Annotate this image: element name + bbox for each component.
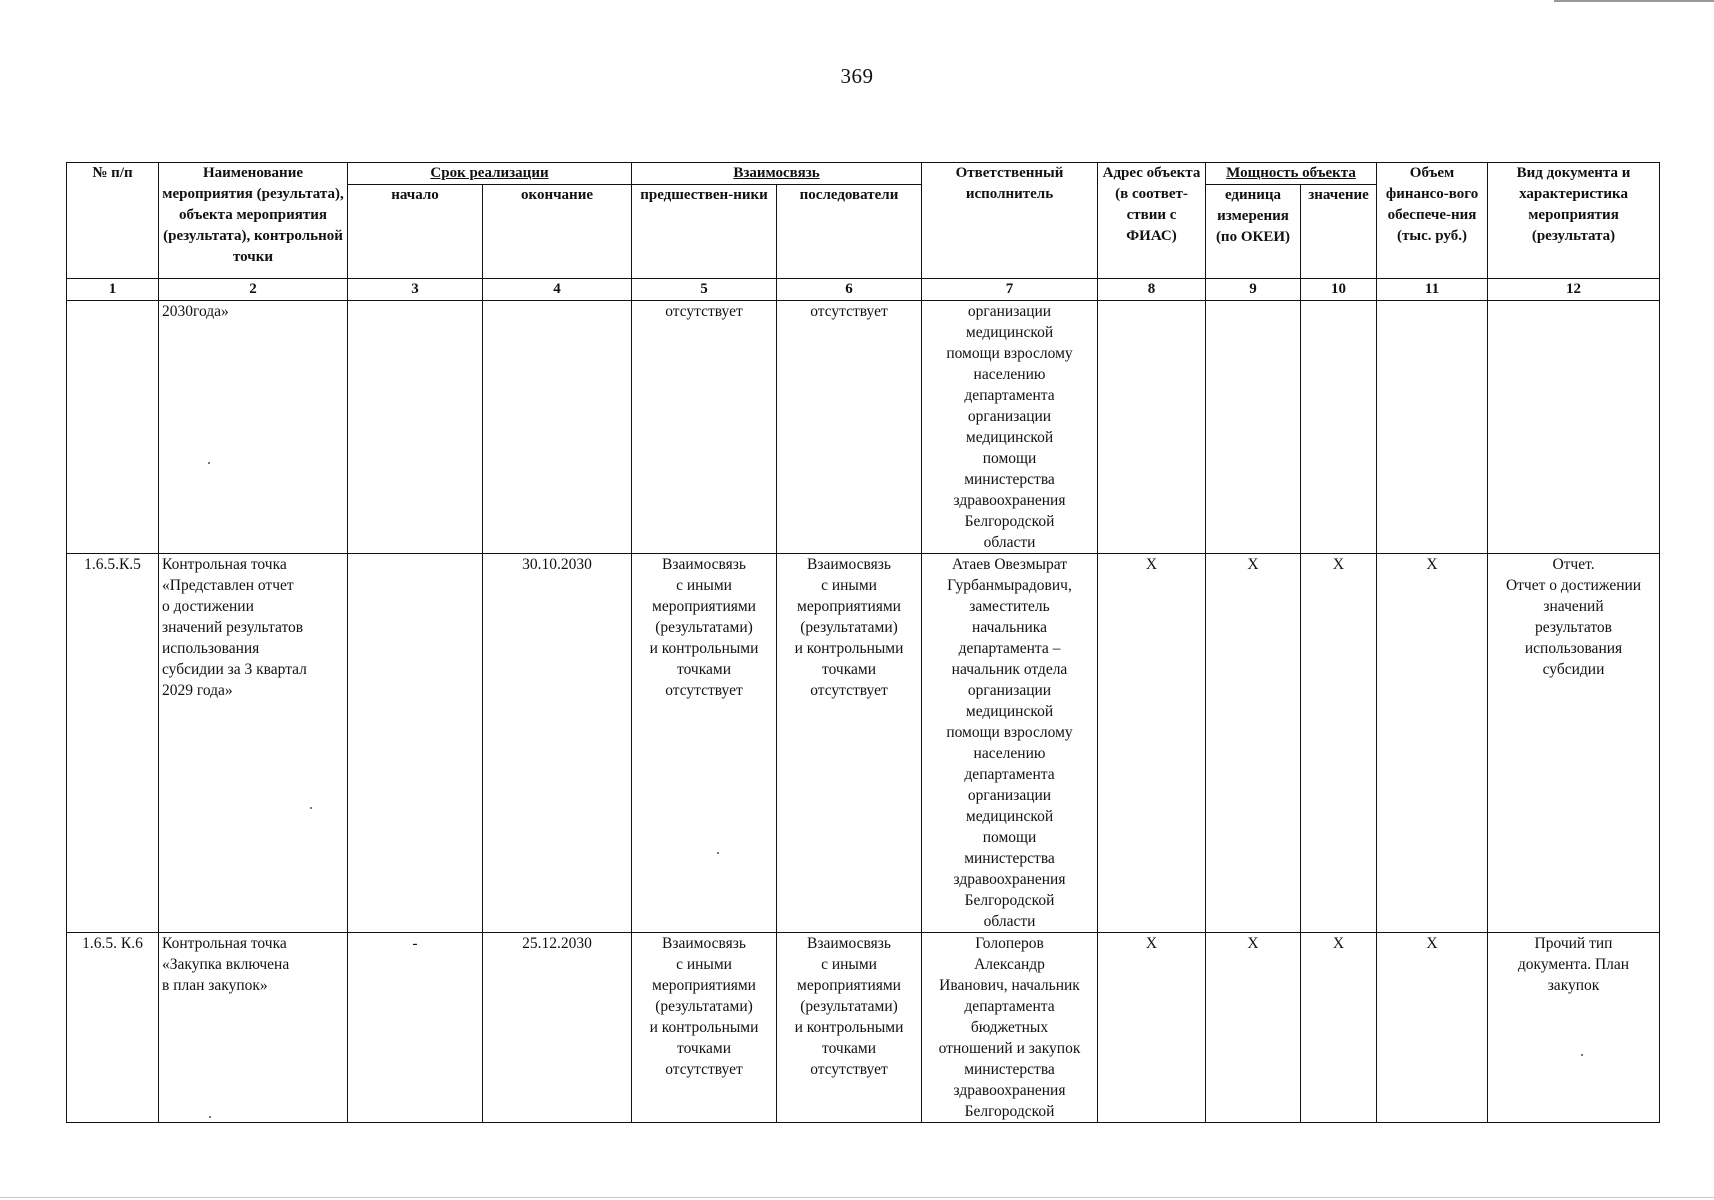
table-row <box>67 554 1660 933</box>
cell-successors: Взаимосвязь с иными мероприятиями (результатами) и контрольными точками отсутствует <box>777 554 922 933</box>
scan-edge-line-top <box>1554 0 1714 2</box>
header-link-next-label: последователи <box>799 187 899 203</box>
header-doc-type-label: Вид документа и характеристика мероприятия (результата) <box>1516 165 1631 244</box>
header-no-label: № п/п <box>92 165 133 181</box>
cell-predecessors: Взаимосвязь с иными мероприятиями (результатами) и контрольными точками отсутствует <box>632 554 777 933</box>
cell-successors: отсутствует <box>777 301 922 554</box>
cell-address: X <box>1098 554 1206 933</box>
table-header <box>67 163 1660 301</box>
scan-edge-line-bottom <box>0 1197 1714 1198</box>
header-link-group-label: Взаимосвязь <box>733 165 820 181</box>
header-finance <box>1377 163 1488 279</box>
column-number: 1 <box>67 279 159 301</box>
cell-no <box>67 301 159 554</box>
table-body <box>67 301 1660 1123</box>
column-number: 8 <box>1098 279 1206 301</box>
column-number: 10 <box>1301 279 1377 301</box>
cell-successors: Взаимосвязь с иными мероприятиями (результатами) и контрольными точками отсутствует <box>777 933 922 1123</box>
cell-address: X <box>1098 933 1206 1123</box>
cell-finance: X <box>1377 554 1488 933</box>
header-term-group-label: Срок реализации <box>430 165 549 181</box>
header-finance-label: Объем финансо-вого обеспече-ния (тыс. руб.) <box>1385 165 1479 244</box>
cell-doc: Отчет. Отчет о достижении значений результатов использования субсидии <box>1488 554 1660 933</box>
cell-no: 1.6.5.К.5 <box>67 554 159 933</box>
cell-value <box>1301 301 1377 554</box>
cell-unit: X <box>1206 933 1301 1123</box>
cell-address <box>1098 301 1206 554</box>
cell-finance: X <box>1377 933 1488 1123</box>
scan-speck <box>717 852 719 854</box>
column-number: 12 <box>1488 279 1660 301</box>
column-number: 6 <box>777 279 922 301</box>
column-number: 11 <box>1377 279 1488 301</box>
header-capacity-value <box>1301 185 1377 279</box>
cell-predecessors: Взаимосвязь с иными мероприятиями (результатами) и контрольными точками отсутствует <box>632 933 777 1123</box>
header-address <box>1098 163 1206 279</box>
cell-start: - <box>348 933 483 1123</box>
header-link-group <box>632 163 922 185</box>
header-term-end <box>483 185 632 279</box>
header-capacity-group <box>1206 163 1377 185</box>
column-number: 9 <box>1206 279 1301 301</box>
header-responsible-label: Ответственный исполнитель <box>955 165 1064 202</box>
header-term-start <box>348 185 483 279</box>
column-number: 5 <box>632 279 777 301</box>
cell-name: 2030года» <box>159 301 348 554</box>
table-row <box>67 933 1660 1123</box>
header-term-group <box>348 163 632 185</box>
header-name-label: Наименование мероприятия (результата), объекта мероприятия (результата), контрольной точки <box>162 165 344 265</box>
cell-unit <box>1206 301 1301 554</box>
cell-predecessors: отсутствует <box>632 301 777 554</box>
plan-table <box>66 162 1660 1123</box>
header-link-prev <box>632 185 777 279</box>
column-number: 7 <box>922 279 1098 301</box>
scan-speck <box>310 807 312 809</box>
header-capacity-group-label: Мощность объекта <box>1226 165 1356 181</box>
cell-start <box>348 554 483 933</box>
header-term-end-label: окончание <box>521 187 593 203</box>
scan-speck <box>1581 1054 1583 1056</box>
header-capacity-value-label: значение <box>1308 187 1369 203</box>
cell-value: X <box>1301 554 1377 933</box>
scan-speck <box>208 462 210 464</box>
cell-name: Контрольная точка «Представлен отчет о достижении значений результатов использования субсидии за 3 квартал 2029 года» <box>159 554 348 933</box>
cell-value: X <box>1301 933 1377 1123</box>
header-no <box>67 163 159 279</box>
cell-end: 25.12.2030 <box>483 933 632 1123</box>
header-term-start-label: начало <box>391 187 439 203</box>
cell-no: 1.6.5. К.6 <box>67 933 159 1123</box>
header-capacity-unit-label: единица измерения (по ОКЕИ) <box>1215 187 1291 245</box>
header-link-next <box>777 185 922 279</box>
cell-responsible: Голоперов Александр Иванович, начальник департамента бюджетных отношений и закупок министерства здравоохранения Белгородской <box>922 933 1098 1123</box>
header-doc-type <box>1488 163 1660 279</box>
header-capacity-unit <box>1206 185 1301 279</box>
cell-responsible: Атаев Овезмырат Гурбанмырадович, заместитель начальника департамента – начальник отдела организации медицинской помощи взрослому населению департамента организации медицинской помощи министерства здравоохранения Белгородской области <box>922 554 1098 933</box>
table-row <box>67 301 1660 554</box>
header-link-prev-label: предшествен-ники <box>640 187 768 203</box>
header-address-label: Адрес объекта (в соответ-ствии с ФИАС) <box>1102 165 1201 244</box>
header-responsible <box>922 163 1098 279</box>
header-name <box>159 163 348 279</box>
column-number: 2 <box>159 279 348 301</box>
cell-start <box>348 301 483 554</box>
cell-responsible: организации медицинской помощи взрослому населению департамента организации медицинской помощи министерства здравоохранения Белгородской области <box>922 301 1098 554</box>
column-number: 3 <box>348 279 483 301</box>
scan-speck <box>209 1116 211 1118</box>
cell-unit: X <box>1206 554 1301 933</box>
cell-finance <box>1377 301 1488 554</box>
cell-end <box>483 301 632 554</box>
column-number: 4 <box>483 279 632 301</box>
cell-doc: Прочий тип документа. План закупок <box>1488 933 1660 1123</box>
cell-end: 30.10.2030 <box>483 554 632 933</box>
page-number: 369 <box>840 64 874 88</box>
column-numbers-row <box>67 279 1660 301</box>
cell-doc <box>1488 301 1660 554</box>
cell-name: Контрольная точка «Закупка включена в план закупок» <box>159 933 348 1123</box>
